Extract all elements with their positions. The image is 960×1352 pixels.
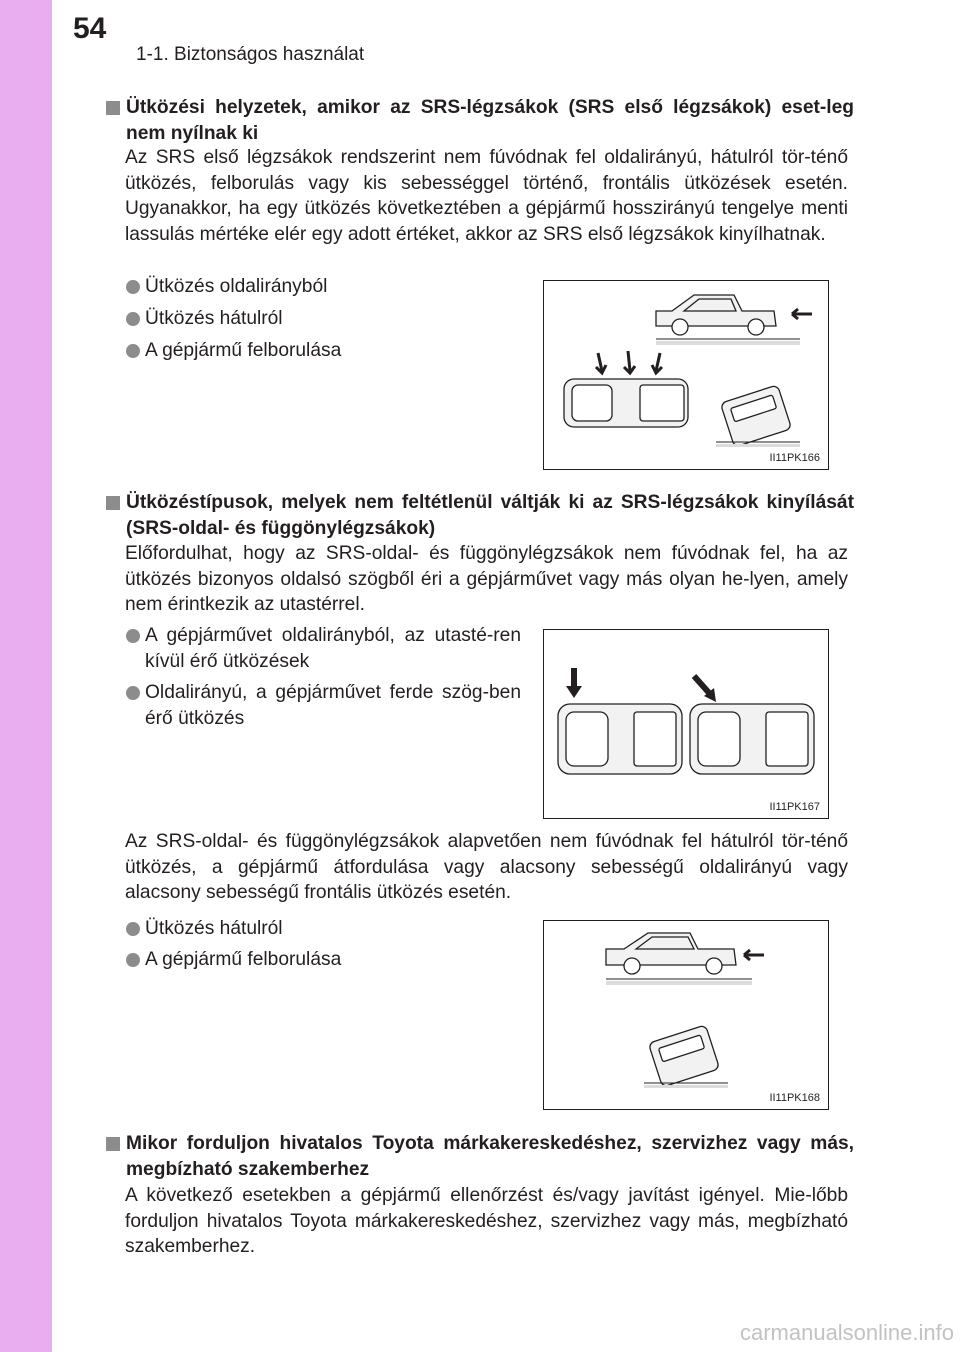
figure-code: II11PK167: [769, 801, 820, 813]
section-paragraph-3: A következő esetekben a gépjármű ellenőrzést és/vagy javítást igényel. Mie-lőbb forduljon hivatalos Toyota márkakereskedéshez, szervizhez vagy más, megbízható szakemberhez.: [125, 1185, 848, 1257]
round-bullet-icon: [126, 629, 140, 643]
figure-airbag-no-deploy-front: [543, 280, 829, 470]
page-number: 54: [73, 12, 107, 45]
square-bullet-icon: [106, 101, 120, 115]
round-bullet-icon: [126, 312, 140, 326]
round-bullet-icon: [126, 280, 140, 294]
heading-text: Mikor forduljon hivatalos Toyota márkakereskedéshez, szervizhez vagy más, megbízható szakemberhez: [126, 1133, 854, 1180]
figure-code: II11PK168: [769, 1092, 820, 1104]
figure-side-curtain-angles: [543, 629, 829, 819]
square-bullet-icon: [106, 496, 120, 510]
list-item: A gépjármű felborulása: [126, 338, 526, 364]
section-heading-3: [106, 1131, 854, 1183]
round-bullet-icon: [126, 344, 140, 358]
list-item: Ütközés hátulról: [126, 306, 526, 332]
section-paragraph-2: Előfordulhat, hogy az SRS-oldal- és függönylégzsákok nem fúvódnak fel, ha az ütközés bizonyos oldalsó szögből éri a gépjárművet vagy más olyan he-lyen, amely nem érintkezik az utastérrel.: [125, 543, 848, 615]
side-impact-illustration: [544, 630, 828, 818]
figure-rear-and-rollover: [543, 920, 829, 1110]
list-item: A gépjármű felborulása: [126, 947, 521, 973]
section-paragraph-1: Az SRS első légzsákok rendszerint nem fúvódnak fel oldalirányú, hátulról tör-ténő ütközés, felborulás vagy kis sebességgel történő, frontális ütközések esetén. Ugyanakkor, ha egy ütközés következtében a gépjármű hosszirányú tengelye menti lassulás mértéke elér egy adott értéket, akkor az SRS első légzsákok kinyílhatnak.: [125, 147, 848, 245]
section-heading-2: [106, 490, 854, 542]
vehicle-collision-illustration: [544, 281, 828, 469]
round-bullet-icon: [126, 922, 140, 936]
list-item: Ütközés hátulról: [126, 916, 521, 942]
section-paragraph-2b: Az SRS-oldal- és függönylégzsákok alapvetően nem fúvódnak fel hátulról tör-ténő ütközés, a gépjármű átfordulása vagy alacsony sebességű oldalirányú vagy alacsony sebességű frontális ütközés esetén.: [125, 831, 848, 903]
running-title: 1-1. Biztonságos használat: [136, 44, 365, 65]
page-header: [52, 0, 960, 80]
list-item: Ütközés oldalirányból: [126, 274, 526, 300]
list-item: A gépjárművet oldalirányból, az utasté-ren kívül érő ütközések: [126, 623, 521, 674]
section-heading-1: [106, 95, 854, 147]
heading-text: Ütközéstípusok, melyek nem feltétlenül váltják ki az SRS-légzsákok kinyílását (SRS-oldal- és függönylégzsákok): [126, 492, 854, 539]
round-bullet-icon: [126, 686, 140, 700]
figure-code: II11PK166: [769, 452, 820, 464]
rear-rollover-illustration: [544, 921, 828, 1109]
heading-text: Ütközési helyzetek, amikor az SRS-légzsákok (SRS első légzsákok) eset-leg nem nyílnak ki: [126, 97, 854, 144]
watermark: carmanualsonline.info: [739, 1320, 954, 1345]
list-item: Oldalirányú, a gépjárművet ferde szög-ben érő ütközés: [126, 680, 521, 731]
square-bullet-icon: [106, 1137, 120, 1151]
round-bullet-icon: [126, 953, 140, 967]
side-color-strip: [0, 0, 52, 1352]
